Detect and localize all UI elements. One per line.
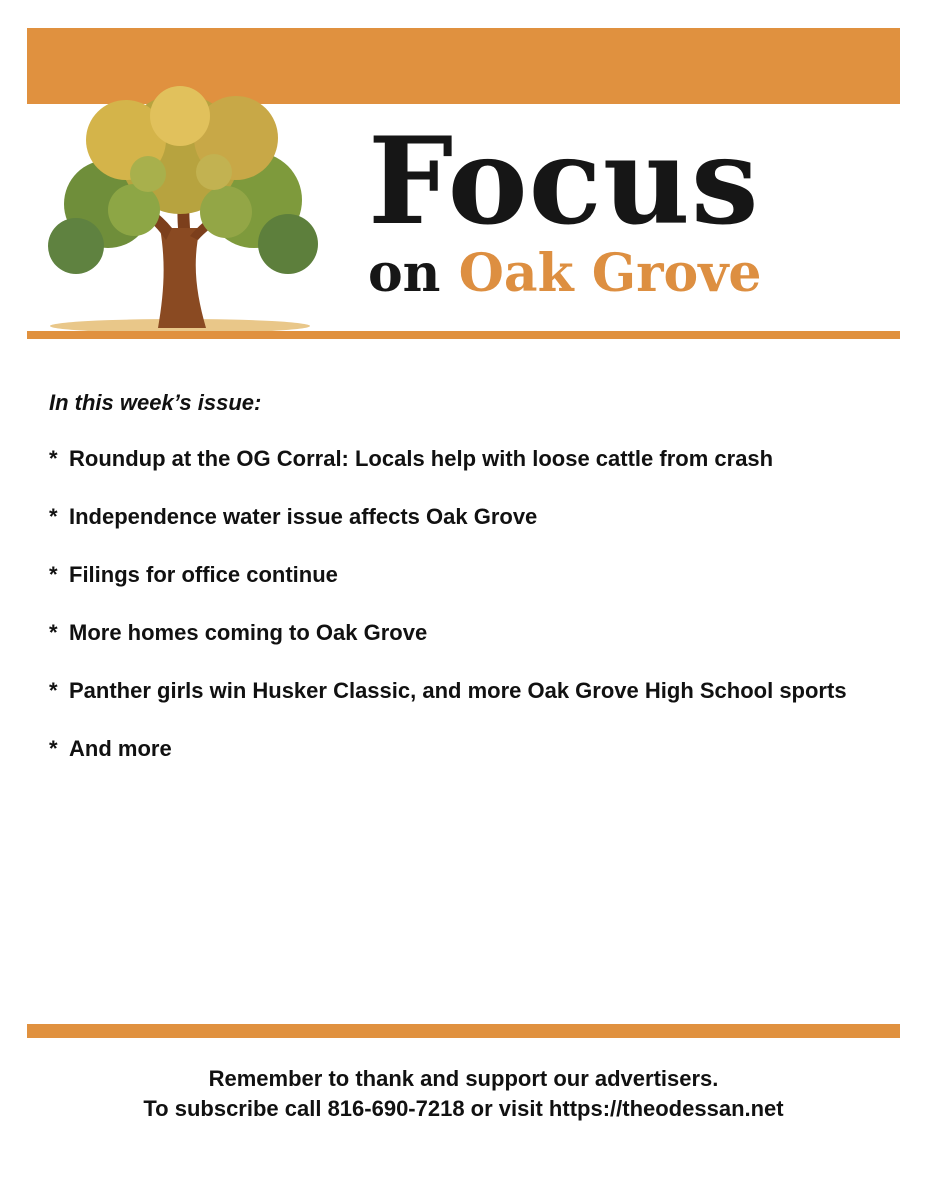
issue-intro: In this week’s issue: bbox=[49, 390, 262, 415]
bullet-asterisk: * bbox=[49, 504, 58, 529]
masthead-title: Focus bbox=[368, 111, 760, 252]
footer-divider bbox=[27, 1024, 900, 1038]
bullet-asterisk: * bbox=[49, 446, 58, 471]
list-item bbox=[49, 618, 869, 647]
header-divider bbox=[27, 331, 900, 339]
bullet-asterisk: * bbox=[49, 736, 58, 761]
bullet-asterisk: * bbox=[49, 678, 58, 703]
list-item bbox=[49, 676, 869, 705]
list-item bbox=[49, 502, 869, 531]
story-headline: More homes coming to Oak Grove bbox=[69, 620, 428, 645]
bullet-asterisk: * bbox=[49, 620, 58, 645]
footer-notice bbox=[0, 1064, 927, 1124]
list-item bbox=[49, 560, 869, 589]
subscribe-note: To subscribe call 816-690-7218 or visit https://theodessan.net bbox=[143, 1096, 784, 1121]
masthead-subtitle bbox=[368, 243, 762, 304]
subtitle-on: on bbox=[368, 243, 441, 304]
oak-tree-icon bbox=[30, 78, 330, 334]
story-headline: Filings for office continue bbox=[69, 562, 338, 587]
story-list bbox=[49, 444, 869, 792]
list-item bbox=[49, 734, 869, 763]
story-headline: Roundup at the OG Corral: Locals help with loose cattle from crash bbox=[69, 446, 774, 471]
advertisers-note: Remember to thank and support our advertisers. bbox=[208, 1066, 719, 1091]
list-item bbox=[49, 444, 869, 473]
story-headline: Independence water issue affects Oak Grove bbox=[69, 504, 538, 529]
subtitle-oak-grove: Oak Grove bbox=[458, 243, 762, 304]
bullet-asterisk: * bbox=[49, 562, 58, 587]
story-headline: Panther girls win Husker Classic, and more Oak Grove High School sports bbox=[69, 678, 847, 703]
story-headline: And more bbox=[69, 736, 172, 761]
